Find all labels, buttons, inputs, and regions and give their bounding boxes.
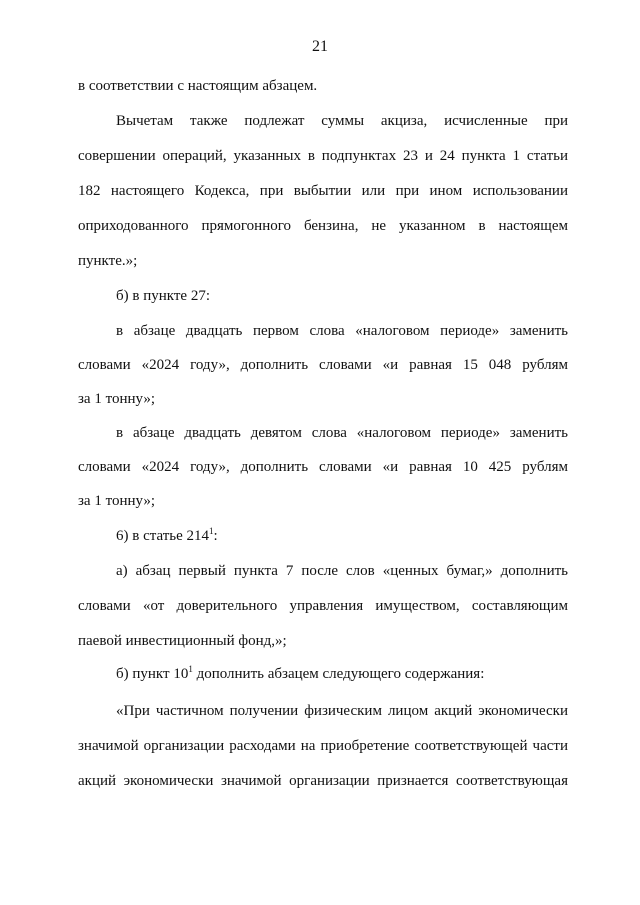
text-line: «При частичном получении физическим лицом акций экономически — [116, 703, 568, 719]
text-line — [116, 666, 568, 683]
text-fragment: б) пункт 10 — [116, 666, 189, 682]
page-number: 21 — [312, 38, 328, 55]
text-line: в соответствии с настоящим абзацем. — [78, 78, 318, 94]
superscript: 1 — [209, 526, 214, 536]
text-line: акций экономически значимой организации признается соответствующая — [78, 773, 568, 789]
superscript: 1 — [188, 664, 193, 674]
text-line: за 1 тонну»; — [78, 391, 156, 407]
text-line: паевой инвестиционный фонд,»; — [78, 633, 287, 649]
text-line — [116, 528, 568, 545]
text-line: в абзаце двадцать девятом слова «налоговом периоде» заменить — [116, 425, 568, 441]
text-line: в абзаце двадцать первом слова «налоговом периоде» заменить — [116, 323, 568, 339]
text-line: значимой организации расходами на приобретение соответствующей части — [78, 738, 568, 754]
text-line: за 1 тонну»; — [78, 493, 156, 509]
text-line: словами «2024 году», дополнить словами «и равная 10 425 рублям — [78, 459, 568, 475]
text-line: словами «от доверительного управления имуществом, составляющим — [78, 598, 568, 614]
text-line: Вычетам также подлежат суммы акциза, исчисленные при — [116, 113, 568, 129]
text-line: словами «2024 году», дополнить словами «и равная 15 048 рублям — [78, 357, 568, 373]
text-fragment: 6) в статье 214 — [116, 528, 210, 544]
text-fragment: : — [213, 528, 218, 544]
text-line: а) абзац первый пункта 7 после слов «ценных бумаг,» дополнить — [116, 563, 568, 579]
text-line: совершении операций, указанных в подпунктах 23 и 24 пункта 1 статьи — [78, 148, 568, 164]
text-line: оприходованного прямогонного бензина, не указанном в настоящем — [78, 218, 568, 234]
text-line: 182 настоящего Кодекса, при выбытии или при ином использовании — [78, 183, 568, 199]
text-line: пункте.»; — [78, 253, 138, 269]
text-fragment: дополнить абзацем следующего содержания: — [192, 666, 485, 682]
text-line: б) в пункте 27: — [116, 288, 210, 304]
